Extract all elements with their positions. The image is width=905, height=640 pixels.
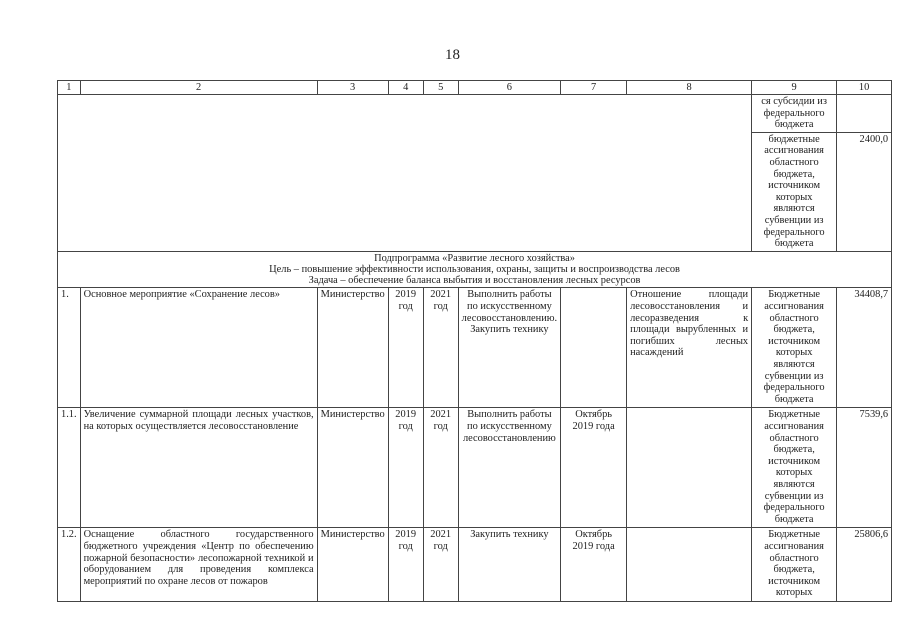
continuation-row bbox=[58, 95, 892, 133]
column-number: 3 bbox=[317, 81, 388, 95]
column-number: 10 bbox=[837, 81, 892, 95]
activity-name: Оснащение областного государственного бюджетного учреждения «Центр по обеспечению пожарной безопасности» лесопожарной техникой и оборудованием для проведения комплекса мероприятий по охране лесов от пожаров bbox=[80, 528, 317, 602]
empty-merged-cell bbox=[58, 95, 752, 252]
indicator bbox=[627, 408, 752, 528]
start-year: 2019 год bbox=[388, 528, 423, 602]
amount-cell: 2400,0 bbox=[837, 132, 892, 251]
deadline: Октябрь 2019 года bbox=[561, 408, 627, 528]
amount: 7539,6 bbox=[837, 408, 892, 528]
subprogram-goal: Цель – повышение эффективности использования, охраны, защиты и воспроизводства лесов bbox=[269, 263, 680, 275]
funding-source-cell: бюджетные ассигнования областного бюджета, источником которых являются субвенции из федерального бюджета bbox=[752, 132, 837, 251]
end-year: 2021 год bbox=[423, 288, 458, 408]
column-number: 8 bbox=[627, 81, 752, 95]
end-year: 2021 год bbox=[423, 528, 458, 602]
amount: 25806,6 bbox=[837, 528, 892, 602]
column-number: 4 bbox=[388, 81, 423, 95]
column-number: 2 bbox=[80, 81, 317, 95]
indicator bbox=[627, 528, 752, 602]
subprogram-header bbox=[58, 251, 892, 288]
row-number: 1.1. bbox=[58, 408, 81, 528]
column-number-row bbox=[58, 81, 892, 95]
activity-name: Увеличение суммарной площади лесных участков, на которых осуществляется лесовосстановление bbox=[80, 408, 317, 528]
funding-source: Бюджетные ассигнования областного бюджета, источником которых являются субвенции из федерального бюджета bbox=[752, 408, 837, 528]
amount: 34408,7 bbox=[837, 288, 892, 408]
subprogram-title: Подпрограмма «Развитие лесного хозяйства» bbox=[374, 252, 575, 264]
funding-source: Бюджетные ассигнования областного бюджета, источником которых bbox=[752, 528, 837, 602]
table-row bbox=[58, 408, 892, 528]
executor: Министерство bbox=[317, 528, 388, 602]
indicator: Отношение площади лесовосстановления и лесоразведения к площади вырубленных и погибших лесных насаждений bbox=[627, 288, 752, 408]
expected-result: Выполнить работы по искусственному лесовосстановлению. Закупить технику bbox=[458, 288, 560, 408]
page-number: 18 bbox=[445, 47, 460, 63]
column-number: 6 bbox=[458, 81, 560, 95]
deadline bbox=[561, 288, 627, 408]
start-year: 2019 год bbox=[388, 408, 423, 528]
expected-result: Закупить технику bbox=[458, 528, 560, 602]
activity-name: Основное мероприятие «Сохранение лесов» bbox=[80, 288, 317, 408]
amount-cell bbox=[837, 95, 892, 133]
executor: Министерство bbox=[317, 408, 388, 528]
start-year: 2019 год bbox=[388, 288, 423, 408]
funding-source: Бюджетные ассигнования областного бюджета, источником которых являются субвенции из федерального бюджета bbox=[752, 288, 837, 408]
subprogram-row bbox=[58, 251, 892, 288]
column-number: 9 bbox=[752, 81, 837, 95]
row-number: 1.2. bbox=[58, 528, 81, 602]
end-year: 2021 год bbox=[423, 408, 458, 528]
program-table bbox=[57, 80, 892, 602]
column-number: 1 bbox=[58, 81, 81, 95]
subprogram-task: Задача – обеспечение баланса выбытия и восстановления лесных ресурсов bbox=[308, 275, 641, 287]
deadline: Октябрь 2019 года bbox=[561, 528, 627, 602]
row-number: 1. bbox=[58, 288, 81, 408]
expected-result: Выполнить работы по искусственному лесовосстановлению bbox=[458, 408, 560, 528]
funding-source-cell: ся субсидии из федерального бюджета bbox=[752, 95, 837, 133]
table-row bbox=[58, 528, 892, 602]
column-number: 7 bbox=[561, 81, 627, 95]
executor: Министерство bbox=[317, 288, 388, 408]
table-row bbox=[58, 288, 892, 408]
column-number: 5 bbox=[423, 81, 458, 95]
